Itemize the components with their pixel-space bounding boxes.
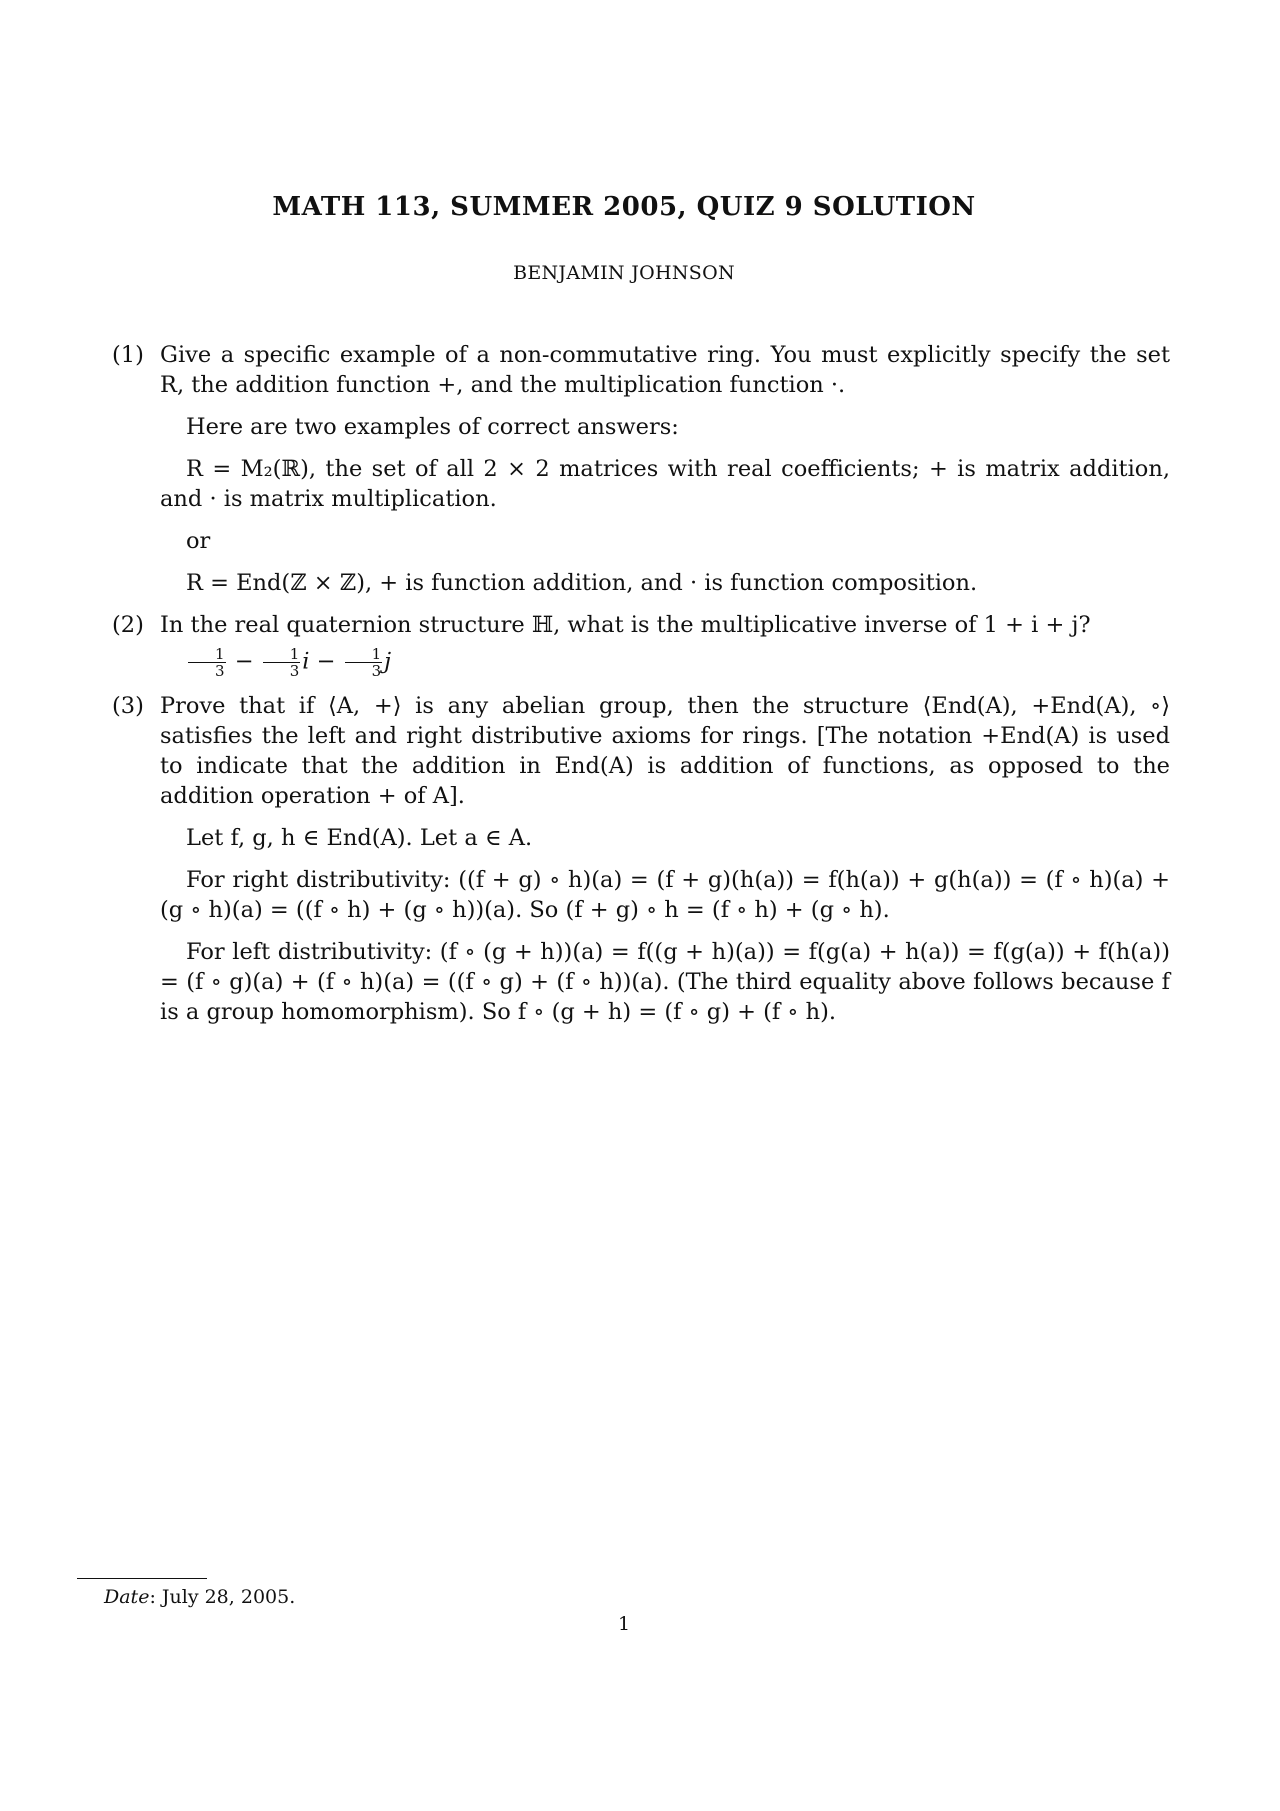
answer-line: or (186, 528, 211, 554)
answer-line: R = M₂(ℝ), the set of all 2 × 2 matrices with real coefficients; + is matrix addition, and · is matrix multiplication. (160, 456, 1170, 512)
question-2 (112, 610, 1170, 679)
question-number: (1) (112, 342, 144, 368)
fraction: $\frac{1}{3}$ (263, 646, 301, 679)
author-name: BENJAMIN JOHNSON (513, 262, 735, 284)
footnote-rule (77, 1578, 207, 1579)
fraction: $\frac{1}{3}$ (345, 646, 383, 679)
date-footnote: Date: July 28, 2005. (104, 1586, 296, 1608)
proof-line: For left distributivity: (f ∘ (g + h))(a) = f((g + h)(a)) = f(g(a) + h(a)) = f(g(a)) + f(h(a)) = (f ∘ g)(a) + (f ∘ h)(a) = ((f ∘ g) + (f ∘ h))(a). (The third equality above follows because f is a group homomorphism). So f ∘ (g + h) = (f ∘ g) + (f ∘ h). (160, 939, 1170, 1025)
document-title: MATH 113, SUMMER 2005, QUIZ 9 SOLUTION (272, 192, 976, 222)
proof-line: For right distributivity: ((f + g) ∘ h)(a) = (f + g)(h(a)) = f(h(a)) + g(h(a)) = (f ∘ h)(a) + (g ∘ h)(a) = ((f ∘ h) + (g ∘ h))(a). So (f + g) ∘ h = (f ∘ h) + (g ∘ h). (160, 867, 1170, 923)
quaternion-inverse-answer: $\frac{1}{3}$ − $\frac{1}{3}$ i − $\frac{1}{3}$ j (160, 646, 1170, 679)
question-prompt: Give a specific example of a non-commutative ring. You must explicitly specify the set R, the addition function +, and the multiplication function ·. (160, 342, 1170, 398)
question-number: (2) (112, 612, 144, 638)
question-number: (3) (112, 693, 144, 719)
question-1 (112, 340, 1170, 598)
question-prompt: In the real quaternion structure ℍ, what is the multiplicative inverse of 1 + i + j? (160, 612, 1091, 638)
question-3 (112, 691, 1170, 1027)
answer-line: Here are two examples of correct answers: (186, 414, 679, 440)
document-body (112, 340, 1170, 1039)
fraction: $\frac{1}{3}$ (188, 646, 226, 679)
answer-line: R = End(ℤ × ℤ), + is function addition, and · is function composition. (186, 570, 978, 596)
page-number: 1 (617, 1613, 631, 1635)
question-prompt: Prove that if ⟨A, +⟩ is any abelian group, then the structure ⟨End(A), +End(A), ∘⟩ satisfies the left and right distributive axioms for rings. [The notation +End(A) is used to indicate that the addition in End(A) is addition of functions, as opposed to the addition operation + of A]. (160, 693, 1170, 809)
proof-line: Let f, g, h ∈ End(A). Let a ∈ A. (186, 825, 533, 851)
